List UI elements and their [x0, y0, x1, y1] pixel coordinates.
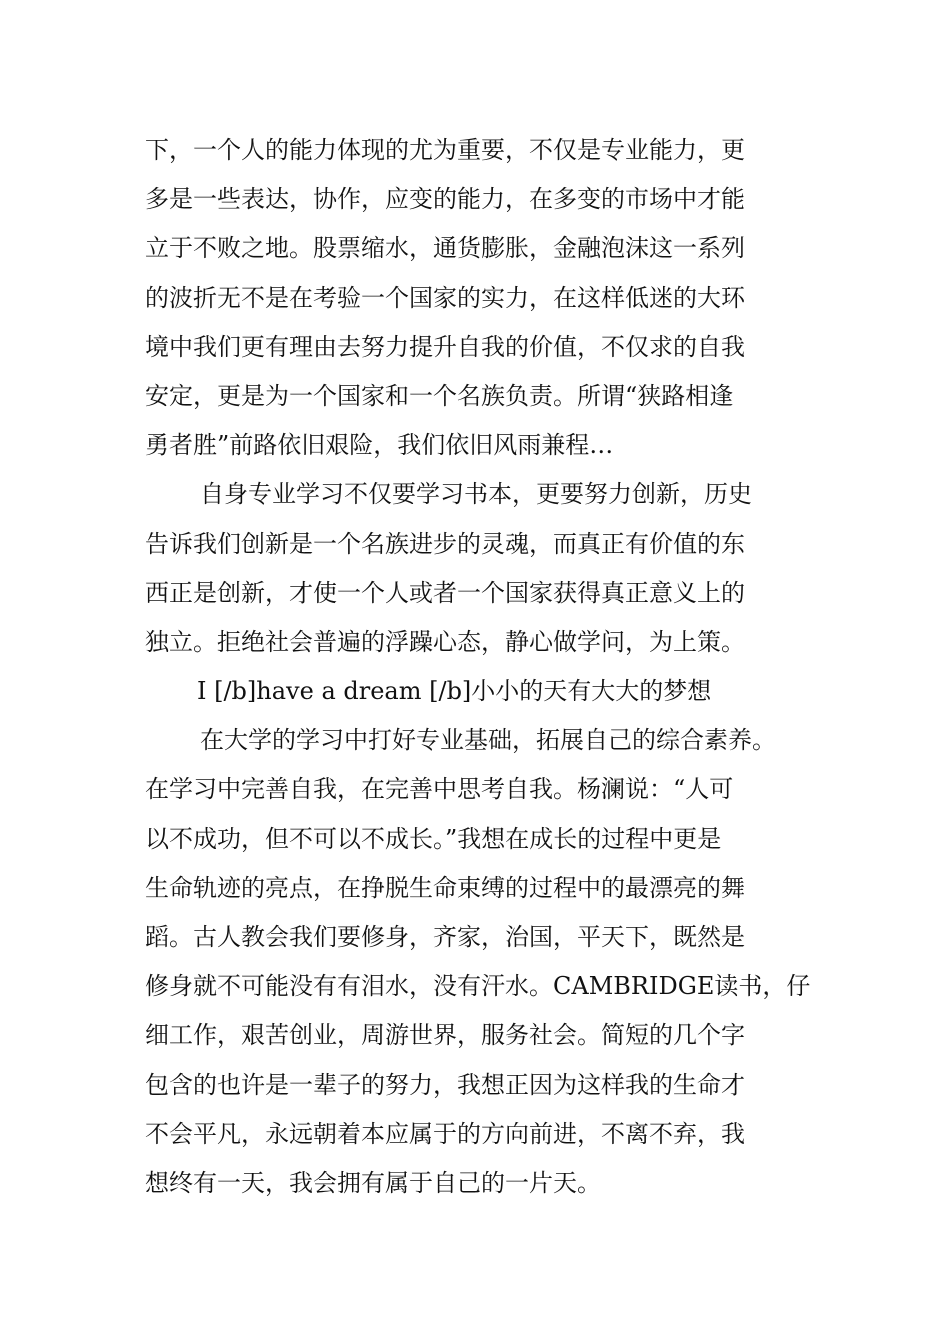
text-line: 不会平凡，永远朝着本应属于的方向前进，不离不弃，我: [145, 1119, 745, 1148]
text-line: 想终有一天，我会拥有属于自己的一片天。: [145, 1168, 601, 1197]
paragraph-innovation: [145, 470, 810, 667]
paragraph-market-ability: [145, 126, 810, 470]
text-line: 境中我们更有理由去努力提升自我的价值，不仅求的自我: [145, 332, 745, 361]
text-line: 在学习中完善自我，在完善中思考自我。杨澜说：“人可: [145, 775, 734, 804]
text-line: 独立。拒绝社会普遍的浮躁心态，静心做学问，为上策。: [145, 627, 745, 656]
document-body: [145, 126, 810, 1208]
text-line: 多是一些表达，协作，应变的能力，在多变的市场中才能: [145, 185, 745, 214]
paragraph-dream: [145, 716, 810, 1208]
text-line: 安定，更是为一个国家和一个名族负责。所谓“狭路相逢: [145, 381, 734, 410]
text-line: 生命轨迹的亮点，在挣脱生命束缚的过程中的最漂亮的舞: [145, 873, 745, 902]
text-line: 以不成功，但不可以不成长。”我想在成长的过程中更是: [145, 824, 722, 853]
text-line: 西正是创新，才使一个人或者一个国家获得真正意义上的: [145, 578, 745, 607]
text-line: 勇者胜”前路依旧艰险，我们依旧风雨兼程…: [145, 431, 614, 460]
text-line: 包含的也许是一辈子的努力，我想正因为这样我的生命才: [145, 1070, 745, 1099]
heading-line: I [/b]have a dream [/b]小小的天有大大的梦想: [197, 677, 712, 706]
text-line: 自身专业学习不仅要学习书本，更要努力创新，历史: [200, 480, 752, 509]
text-line: 修身就不可能没有有泪水，没有汗水。CAMBRIDGE读书，仔: [145, 972, 811, 1001]
text-line: 在大学的学习中打好专业基础，拓展自己的综合素养。: [200, 726, 776, 755]
text-line: 细工作，艰苦创业，周游世界，服务社会。简短的几个字: [145, 1021, 745, 1050]
text-line: 立于不败之地。股票缩水，通货膨胀，金融泡沫这一系列: [145, 234, 745, 263]
text-line: 蹈。古人教会我们要修身，齐家，治国，平天下，既然是: [145, 923, 745, 951]
section-heading: [145, 667, 810, 716]
text-line: 告诉我们创新是一个名族进步的灵魂，而真正有价值的东: [145, 529, 745, 558]
text-line: 下，一个人的能力体现的尤为重要，不仅是专业能力，更: [145, 136, 745, 164]
text-line: 的波折无不是在考验一个国家的实力，在这样低迷的大环: [145, 283, 745, 312]
